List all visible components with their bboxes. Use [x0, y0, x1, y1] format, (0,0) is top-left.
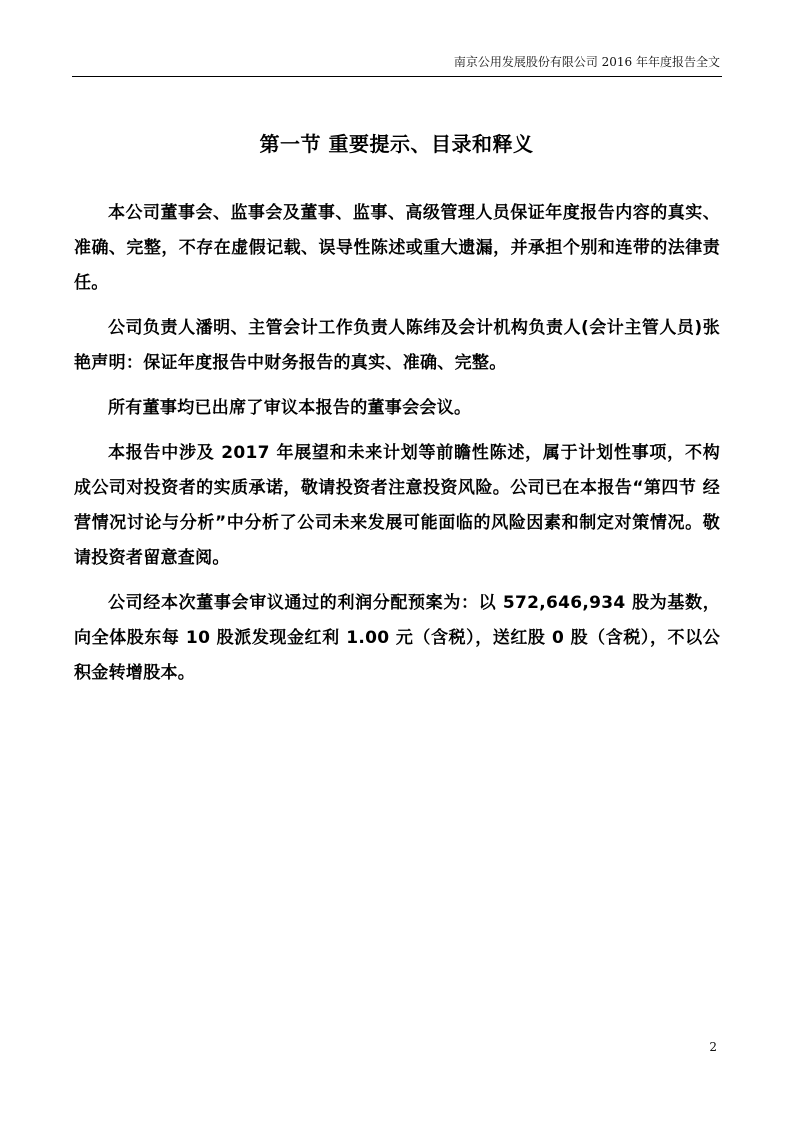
paragraph-profit-distribution: 公司经本次董事会审议通过的利润分配预案为：以 572,646,934 股为基数，向全体股东每 10 股派发现金红利 1.00 元（含税），送红股 0 股（含税），不以公积金转增股本。: [74, 593, 720, 683]
section-title: 第一节 重要提示、目录和释义: [259, 132, 534, 156]
page-number: 2: [709, 1040, 717, 1054]
paragraph-board-attendance: 所有董事均已出席了审议本报告的董事会会议。: [108, 398, 472, 418]
body-text: [74, 196, 720, 701]
page-header: [72, 0, 722, 77]
paragraph-financial-report-declaration: 公司负责人潘明、主管会计工作负责人陈纬及会计机构负责人(会计主管人员)张艳声明：保证年度报告中财务报告的真实、准确、完整。: [74, 318, 720, 373]
running-title: 南京公用发展股份有限公司 2016 年年度报告全文: [453, 55, 720, 69]
paragraph-forward-looking-statement: 本报告中涉及 2017 年展望和未来计划等前瞻性陈述，属于计划性事项，不构成公司对投资者的实质承诺，敬请投资者注意投资风险。公司已在本报告“第四节 经营情况讨论与分析”中分析了公司未来发展可能面临的风险因素和制定对策情况。敬请投资者留意查阅。: [74, 443, 720, 568]
paragraph-responsibility-statement: 本公司董事会、监事会及董事、监事、高级管理人员保证年度报告内容的真实、准确、完整，不存在虚假记载、误导性陈述或重大遗漏，并承担个别和连带的法律责任。: [74, 203, 720, 293]
